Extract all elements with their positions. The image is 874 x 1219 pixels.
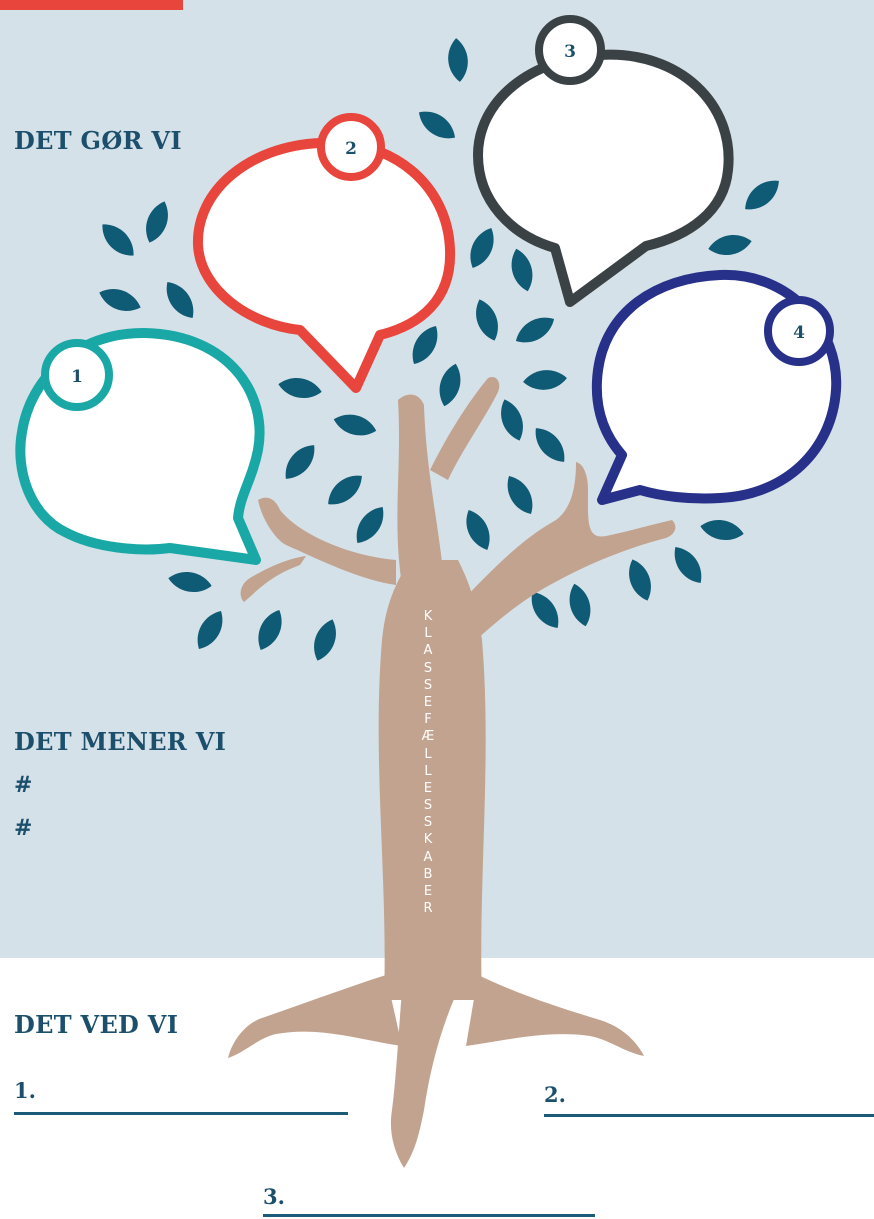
leaf (565, 581, 595, 629)
answer-label-2: 2. (544, 1082, 566, 1107)
speech-bubble-4 (597, 275, 836, 500)
trunk-letter: S (423, 815, 433, 831)
trunk-letter: S (423, 798, 433, 814)
bubble-number-1: 1 (71, 367, 83, 387)
trunk-letter: L (424, 763, 432, 779)
leaf (522, 368, 568, 391)
heading-det-ved-vi: DET VED VI (14, 1010, 179, 1039)
leaf (140, 198, 173, 246)
leaf (413, 104, 460, 145)
bubble-number-3: 3 (564, 42, 576, 62)
heading-det-gor-vi: DET GØR VI (14, 126, 182, 155)
answer-label-3: 3. (263, 1184, 285, 1209)
trunk-word-klassefaellesskaber (416, 608, 440, 917)
leaf (278, 439, 321, 485)
trunk-letter: S (423, 660, 433, 676)
speech-bubble-2 (198, 117, 450, 388)
leaf (699, 517, 746, 544)
leaf (470, 296, 503, 344)
answer-label-1: 1. (14, 1078, 36, 1103)
leaf (739, 173, 785, 216)
answer-line-3[interactable] (263, 1214, 595, 1217)
leaf (331, 410, 379, 440)
leaf (322, 468, 368, 511)
answer-line-1[interactable] (14, 1112, 348, 1115)
leaf (446, 37, 469, 83)
trunk-letter: K (423, 832, 433, 848)
leaf (96, 218, 141, 263)
trunk-letter: L (424, 626, 432, 642)
leaf (349, 501, 390, 548)
leaf (507, 246, 537, 294)
leaf (159, 276, 200, 323)
trunk-letter: E (423, 884, 433, 899)
trunk-letter: E (423, 780, 433, 796)
bubble-number-4: 4 (793, 323, 805, 343)
leaf (308, 616, 341, 664)
leaf (277, 375, 324, 402)
leaf (501, 471, 540, 519)
speech-bubble-1 (20, 333, 259, 560)
leaf (623, 556, 656, 604)
trunk-letter: B (423, 866, 433, 882)
trunk-letter: K (423, 609, 433, 624)
answer-line-2[interactable] (544, 1114, 874, 1117)
trunk-letter: L (424, 746, 432, 762)
trunk-letter: A (423, 643, 433, 659)
leaf (96, 283, 144, 316)
trunk-letter: F (424, 712, 432, 728)
trunk-letter: Æ (421, 729, 435, 745)
trunk-letter: S (423, 677, 433, 693)
leaf (435, 361, 465, 409)
leaf (191, 606, 230, 654)
leaf (528, 422, 571, 468)
hash-item: # (14, 772, 33, 798)
leaf (460, 506, 496, 554)
leaf (511, 311, 559, 350)
leaf (464, 224, 500, 272)
bubble-number-2: 2 (345, 139, 357, 159)
leaf (167, 569, 214, 596)
trunk-letter: R (423, 901, 433, 917)
leaf (667, 541, 708, 588)
trunk-letter: A (423, 849, 433, 865)
leaf (495, 396, 528, 444)
leaf (707, 232, 754, 259)
trunk-letter: E (423, 694, 433, 710)
hash-item: # (14, 815, 33, 841)
heading-det-mener-vi: DET MENER VI (14, 727, 227, 756)
leaf (252, 606, 288, 654)
